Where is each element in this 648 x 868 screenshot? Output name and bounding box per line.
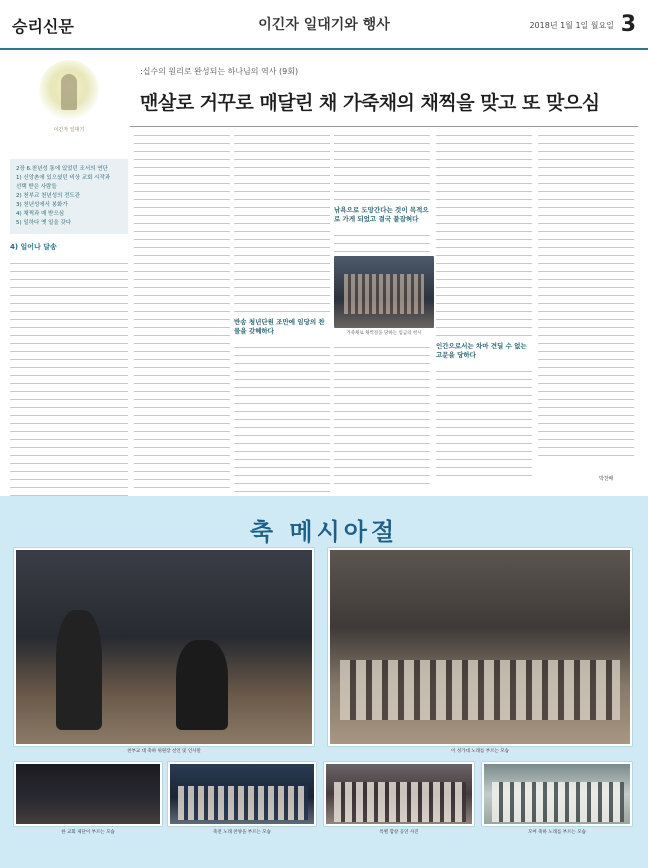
article-headline: 맨살로 거꾸로 매달린 채 가죽채의 채찍을 맞고 또 맞으심 [140, 92, 600, 114]
article-column-4 [436, 128, 532, 476]
subheading: 반송 청년단원 조만에 임당의 찬물을 갖혜하다 [234, 318, 325, 335]
newspaper-logo: 승리신문 [12, 17, 74, 36]
article-column-5 [538, 128, 634, 456]
section-heading: 4) 일어나 달송 [10, 243, 57, 251]
toc-item: 3) 천년성에서 봉화가 [16, 202, 68, 208]
portrait-image [39, 60, 99, 122]
article-column-3b [334, 340, 430, 484]
gallery-caption: 특별 합창 공연 사진 [379, 830, 419, 835]
photo-choir-dark [324, 762, 474, 826]
subheading: 낚욕으로 도망간다는 것이 목적으로 가게 되었고 결국 붙잡혀다 [334, 206, 429, 223]
left-sidebar [10, 58, 128, 496]
photo-speaker [14, 548, 314, 746]
section-title: 이긴자 일대기와 행사 [258, 17, 390, 33]
gallery-caption: 이 성가대 노래를 부르는 모습 [451, 749, 509, 754]
choir-rows [334, 782, 466, 822]
portrait-caption: 이긴자 일대기 [53, 127, 85, 133]
choir-rows [178, 786, 308, 820]
toc-item: 선택 받은 사람들 [16, 184, 57, 190]
photo-choir [328, 548, 632, 746]
podium [176, 640, 228, 730]
author-signature: 박찬배 [599, 476, 614, 482]
photo-choir-light [482, 762, 632, 826]
toc-item: 5) 일하다 옛 일을 갖다 [16, 220, 72, 226]
issue-date: 2018년 1월 1일 월요일 [529, 21, 614, 30]
column-rule [130, 126, 638, 127]
toc-item: 4) 채찍과 매 받으심 [16, 211, 65, 217]
photo-caption: 가죽채로 채찍질을 당하는 임금의 헌시 [346, 331, 422, 336]
gallery-title: 축 메시아절 [249, 518, 399, 546]
choir-rows [492, 782, 624, 822]
toc-item: 2장 6.천년성 통에 있었던 조서의 연단 [16, 166, 108, 172]
article-photo [334, 256, 434, 328]
gallery-caption: 천부교 대 축하 위원장 선언 및 인사말 [127, 749, 201, 754]
article-column-1 [134, 128, 230, 488]
article-column-2 [234, 128, 330, 492]
gallery-caption: 모여 축하 노래를 부르는 모습 [528, 830, 586, 835]
gallery-caption: 축전 노래 찬양을 부르는 모습 [213, 830, 271, 835]
speaker-figure [56, 610, 102, 730]
subheading: 인간으로서는 차마 견딜 수 없는 고문을 당하다 [436, 342, 527, 359]
toc-item: 2) 천부교 천년성의 전도관 [16, 193, 81, 199]
body-text-lines [10, 256, 128, 496]
article-subtitle: :십수의 원리로 완성되는 하나님의 역사 (9회) [140, 67, 299, 76]
choir-rows [340, 660, 620, 720]
photo-choir-blue [168, 762, 316, 826]
series-toc [10, 159, 128, 234]
photo-conductor [14, 762, 162, 826]
gallery-caption: 한 교회 제단이 부르는 모습 [61, 830, 115, 835]
masthead [0, 0, 648, 50]
toc-item: 1) 신앙촌에 있으셨던 비상 교회 시작과 [16, 175, 111, 181]
page-number: 3 [620, 12, 636, 37]
